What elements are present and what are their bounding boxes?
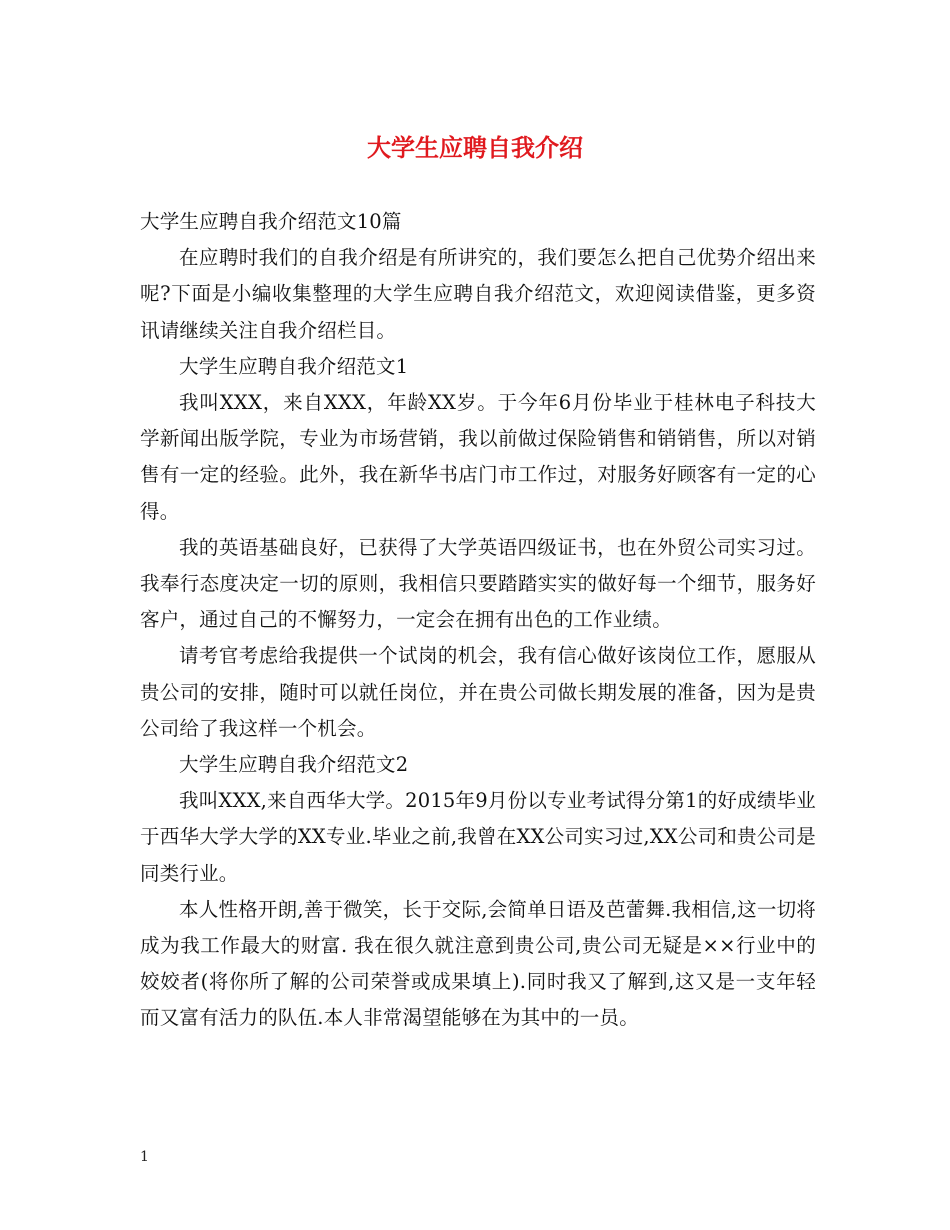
document-title: 大学生应聘自我介绍 <box>367 133 583 162</box>
document-body <box>140 204 816 1037</box>
paragraph: 请考官考虑给我提供一个试岗的机会，我有信心做好该岗位工作，愿服从贵公司的安排，随时可以就任岗位，并在贵公司做长期发展的准备，因为是贵公司给了我这样一个机会。 <box>140 644 816 740</box>
paragraph: 在应聘时我们的自我介绍是有所讲究的，我们要怎么把自己优势介绍出来呢?下面是小编收集整理的大学生应聘自我介绍范文，欢迎阅读借鉴，更多资讯请继续关注自我介绍栏目。 <box>140 246 816 342</box>
section-heading: 大学生应聘自我介绍范文2 <box>179 753 409 777</box>
paragraph: 我叫XXX，来自XXX，年龄XX岁。于今年6月份毕业于桂林电子科技大学新闻出版学院，专业为市场营销，我以前做过保险销售和销销售，所以对销售有一定的经验。此外，我在新华书店门市工作过，对服务好顾客有一定的心得。 <box>140 391 816 523</box>
paragraph: 我叫XXX,来自西华大学。2015年9月份以专业考试得分第1的好成绩毕业于西华大学大学的XX专业.毕业之前,我曾在XX公司实习过,XX公司和贵公司是同类行业。 <box>140 789 816 885</box>
paragraph: 大学生应聘自我介绍范文10篇 <box>140 210 402 233</box>
page-number: 1 <box>140 1149 149 1165</box>
paragraph: 我的英语基础良好，已获得了大学英语四级证书，也在外贸公司实习过。我奉行态度决定一切的原则，我相信只要踏踏实实的做好每一个细节，服务好客户，通过自己的不懈努力，一定会在拥有出色的工作业绩。 <box>140 535 816 632</box>
section-heading: 大学生应聘自我介绍范文1 <box>179 354 409 378</box>
paragraph: 本人性格开朗,善于微笑，长于交际,会简单日语及芭蕾舞.我相信,这一切将成为我工作最大的财富. 我在很久就注意到贵公司,贵公司无疑是××行业中的姣姣者(将你所了解的公司荣誉或成果填上).同时我又了解到,这又是一支年轻而又富有活力的队伍.本人非常渴望能够在为其中的一员。 <box>140 897 816 1030</box>
